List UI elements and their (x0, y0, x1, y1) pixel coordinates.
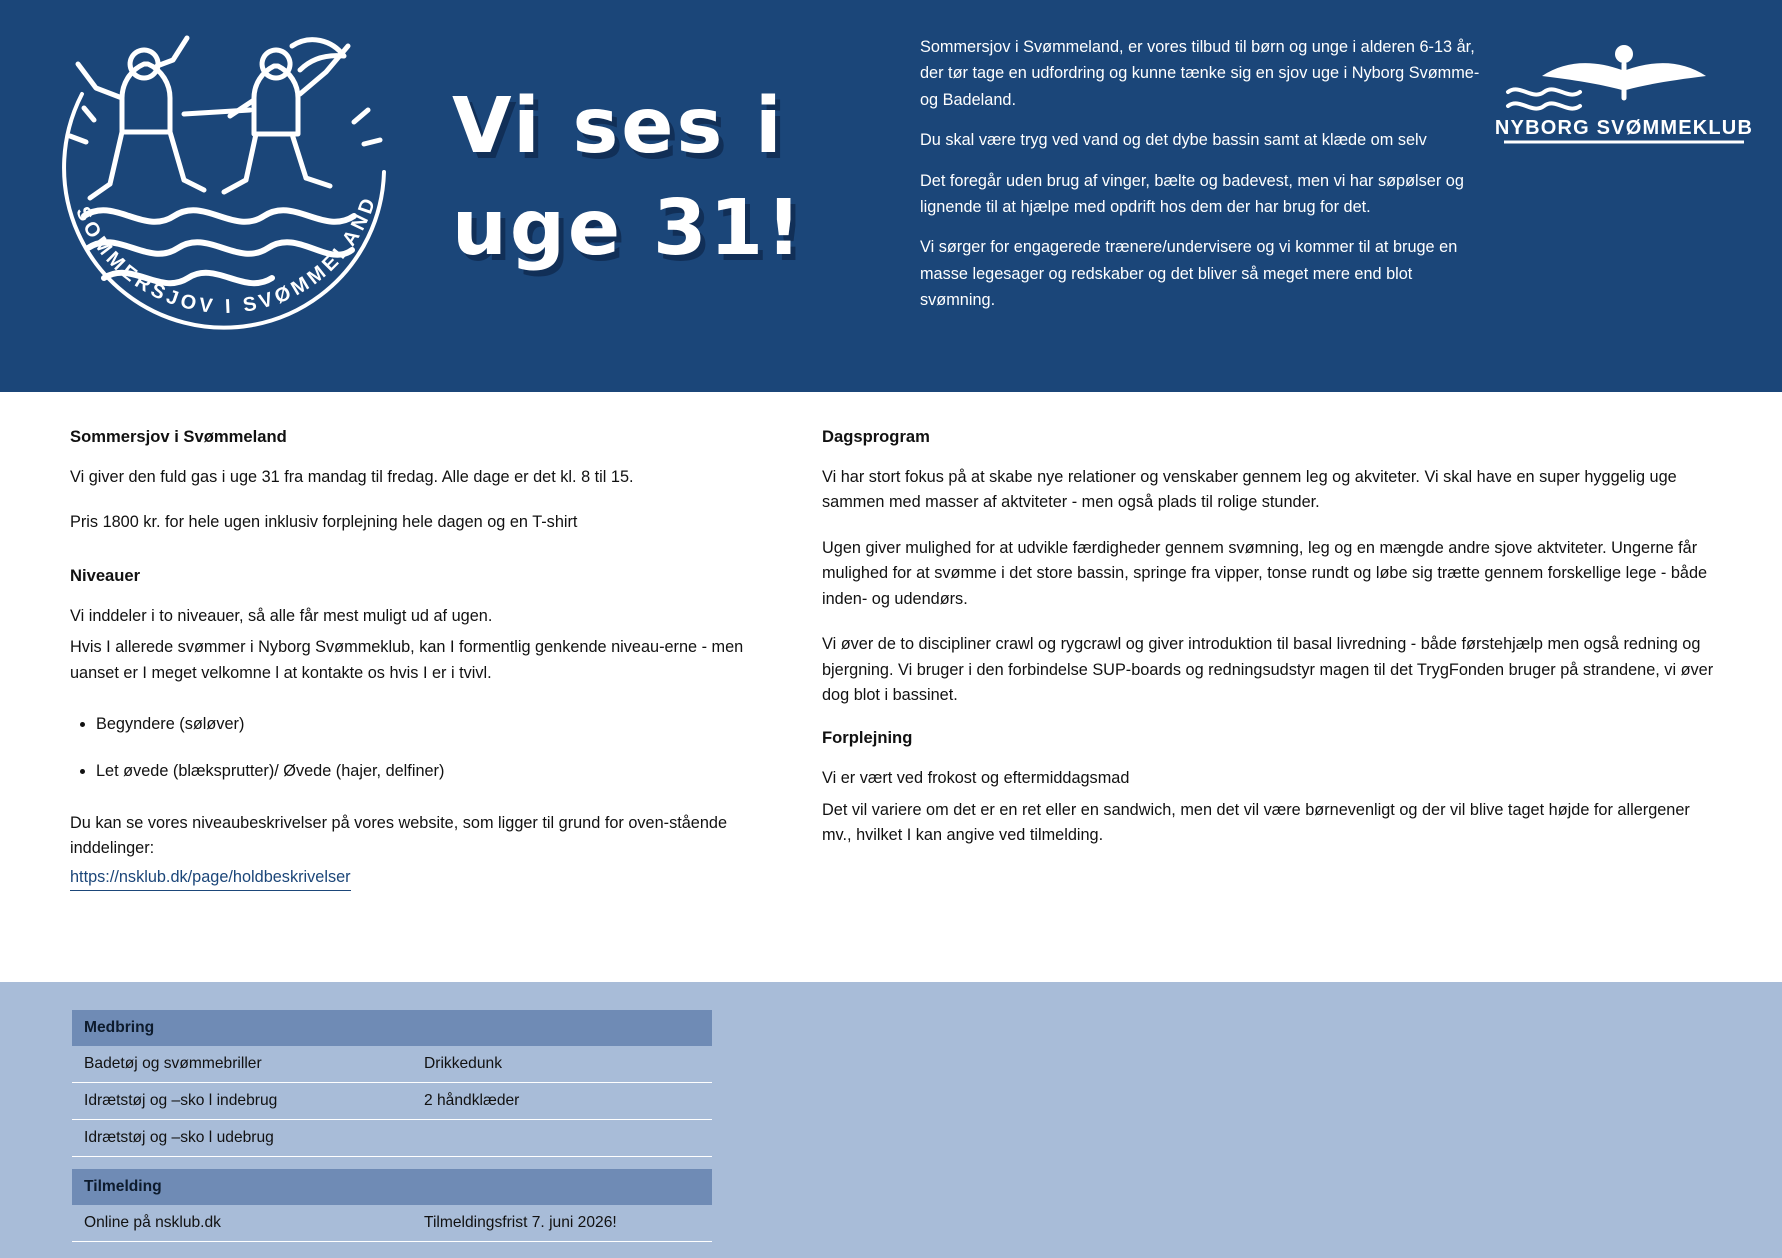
header-banner (0, 0, 1782, 392)
banner-description-p2: Du skal være tryg ved vand og det dybe bassin samt at klæde om selv (920, 131, 1427, 150)
left-heading-niveauer: Niveauer (70, 565, 141, 585)
medbring-cell-2-2: 2 håndklæder (424, 1092, 520, 1109)
right-heading-dagsprogram: Dagsprogram (822, 427, 930, 446)
footer-area (0, 982, 1782, 1258)
table-row (72, 1046, 712, 1083)
tilmelding-cell-1-1: Online på nsklub.dk (84, 1214, 221, 1231)
levels-list (70, 712, 770, 783)
sommersjov-logo (24, 2, 424, 342)
tilmelding-table-header: Tilmelding (72, 1169, 712, 1205)
banner-description (920, 34, 1480, 328)
medbring-table-header: Medbring (72, 1010, 712, 1046)
tilmelding-cell-1-2: Tilmeldingsfrist 7. juni 2026! (424, 1214, 617, 1231)
main-content (0, 392, 1782, 982)
right-column (822, 427, 1722, 869)
list-item: • Begyndere (søløver) (96, 712, 770, 736)
footer-tables (72, 1010, 712, 1242)
banner-title-line-2: uge 31! (452, 184, 805, 273)
left-para-uge31: Vi giver den fuld gas i uge 31 fra mandag til fredag. Alle dage er det kl. 8 til 15. (70, 468, 634, 486)
banner-title (452, 48, 842, 308)
left-para-niveauer-info: Hvis I allerede svømmer i Nyborg Svømmeklub, kan I formentlig genkende niveau-erne - men uanset er I meget velkomne l at kontakte os hvis I er i tvivl. (70, 638, 744, 682)
right-para-frokost: Vi er vært ved frokost og eftermiddagsmad (822, 769, 1130, 788)
holdbeskrivelser-link[interactable]: https://nsklub.dk/page/holdbeskrivelser (70, 868, 351, 891)
right-para-faerdigheder: Ugen giver mulighed for at udvikle færdigheder gennem svømning, leg og en mængde andre sjove aktviteter. Ungerne får mulighed for at svømme i det store bassin, springe fra vipper, tonse rundt og løbe sig trætte gennem forskellige lege - både inden- og udendørs. (822, 538, 1708, 608)
svg-text:SOMMERSJOV I SVØMMELAND: SOMMERSJOV I SVØMMELAND (71, 192, 382, 319)
medbring-cell-1-2: Drikkedunk (424, 1055, 502, 1072)
left-para-inddeling: Vi inddeler i to niveauer, så alle får mest muligt ud af ugen. (70, 606, 493, 625)
banner-description-p3: Det foregår uden brug af vinger, bælte og badevest, men vi har søpølser og lignende til at hjælpe med opdrift hos dem der har brug for det. (920, 171, 1464, 216)
left-para-website: Du kan se vores niveaubeskrivelser på vores website, som ligger til grund for oven-stående inddelinger: (70, 813, 728, 858)
right-heading-forplejning: Forplejning (822, 728, 913, 748)
left-heading-sommersjov: Sommersjov i Svømmeland (70, 427, 287, 446)
club-logo-text: NYBORG SVØMMEKLUB (1494, 117, 1754, 139)
table-row (72, 1083, 712, 1120)
medbring-cell-3-1: Idrætstøj og –sko l udebrug (84, 1129, 274, 1146)
left-column (70, 427, 770, 891)
banner-description-p4: Vi sørger for engagerede trænere/undervisere og vi kommer til at bruge en masse legesager og redskaber og det bliver så meget mere end blot svømning. (920, 238, 1458, 310)
table-row (72, 1120, 712, 1157)
nyborg-svoemmeklub-logo (1490, 36, 1758, 146)
left-para-pris: Pris 1800 kr. for hele ugen inklusiv forplejning hele dagen og en T-shirt (70, 513, 578, 532)
banner-description-p1: Sommersjov i Svømmeland, er vores tilbud til børn og unge i alderen 6-13 år, der tør tage en udfordring og kunne tænke sig en sjov uge i Nyborg Svømme- og Badeland. (920, 38, 1480, 109)
medbring-cell-3-2 (412, 1120, 712, 1156)
right-para-crawl: Vi øver de to discipliner crawl og rygcrawl og giver introduktion til basal livredning - både førstehjælp men også redning og bjergning. Vi bruger i den forbindelse SUP-boards og redningsudstyr magen til det TrygFonden bruger på strandene, vi øver dog blot i bassinet. (822, 635, 1714, 704)
right-para-relationer: Vi har stort fokus på at skabe nye relationer og venskaber gennem leg og akviteter. Vi skal have en super hyggelig uge sammen med masser af aktviteter - men også plads til rolige stunder. (822, 468, 1677, 512)
table-row (72, 1205, 712, 1242)
banner-title-line-1: Vi ses i (452, 82, 785, 172)
right-para-allergener: Det vil variere om det er en ret eller en sandwich, men det vil være børnevenligt og der vil blive taget højde for allergener mv., hvilket I kan angive ved tilmelding. (822, 800, 1690, 845)
medbring-cell-2-1: Idrætstøj og –sko l indebrug (84, 1092, 278, 1109)
list-item: • Let øvede (blæksprutter)/ Øvede (hajer, delfiner) (96, 759, 770, 783)
medbring-cell-1-1: Badetøj og svømmebriller (84, 1055, 262, 1072)
